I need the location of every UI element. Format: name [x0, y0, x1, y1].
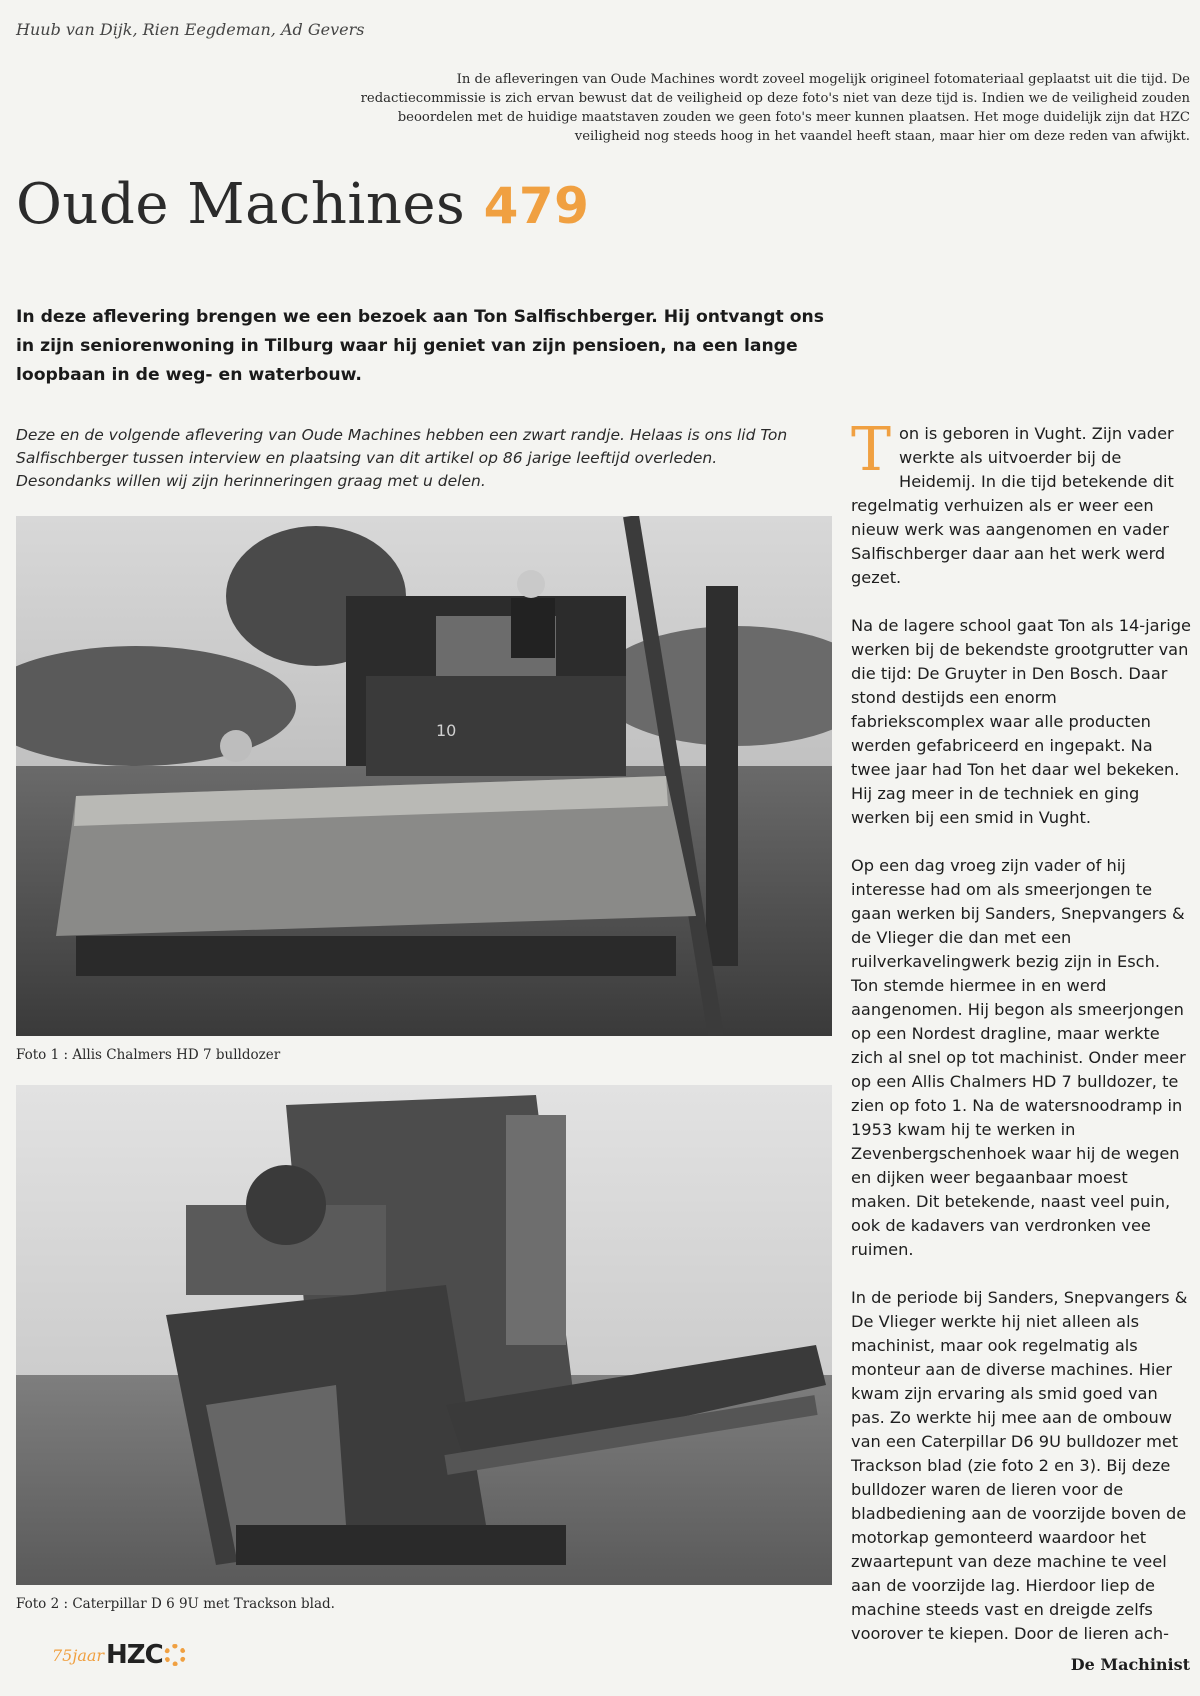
body-paragraph-2: Na de lagere school gaat Ton als 14-jarige werken bij de bekendste grootgrutter van die tijd: De Gruyter in Den Bosch. Daar stond destijds een enorm fabriekscomplex waar alle producten werden gefabriceerd en ingepakt. Na twee jaar had Ton het daar wel bekeken. Hij zag meer in de techniek en ging werken bij een smid in Vught.	[851, 616, 1191, 827]
logo-name: HZC	[106, 1640, 163, 1670]
photo-2-image	[16, 1085, 832, 1585]
body-paragraph-4: In de periode bij Sanders, Snepvangers & De Vlieger werkte hij niet alleen als machinist, maar ook regelmatig als monteur aan de diverse machines. Hier kwam zijn ervaring als smid goed van pas. Zo werkte hij mee aan de ombouw van een Caterpillar D6 9U bulldozer met Trackson blad (zie foto 2 en 3). Bij deze bulldozer waren de lieren voor de bladbediening aan de voorzijde boven de motorkap gemonteerd waardoor het zwaartepunt van deze machine te veel aan de voorzijde lag. Hierdoor liep de machine steeds vast en dreigde zelfs voorover te kiepen. Door de lieren ach-	[851, 1288, 1188, 1643]
paragraph-1-text: on is geboren in Vught. Zijn vader werkte als uitvoerder bij de Heidemij. In die tijd betekende dit regelmatig verhuizen als er weer een nieuw werk was aangenomen en vader Salfischberger daar aan het werk werd gezet.	[851, 424, 1174, 587]
author-byline: Huub van Dijk, Rien Eegdeman, Ad Gevers	[16, 20, 365, 39]
gear-icon	[164, 1644, 186, 1666]
magazine-name: De Machinist	[1070, 1655, 1190, 1674]
plate-number: 10	[436, 721, 457, 740]
hzc-logo	[52, 1640, 186, 1670]
logo-years: 75jaar	[52, 1645, 105, 1665]
page-title	[16, 172, 589, 237]
issue-number: 479	[483, 177, 590, 235]
in-memoriam-note: Deze en de volgende aflevering van Oude Machines hebben een zwart randje. Helaas is ons lid Ton Salfischberger tussen interview en plaatsing van dit artikel op 86 jarige leeftijd overleden. Desondanks willen wij zijn herinneringen graag met u delen.	[16, 426, 788, 490]
body-paragraph-3: Op een dag vroeg zijn vader of hij interesse had om als smeerjongen te gaan werken bij Sanders, Snepvangers & de Vlieger die dan met een ruilverkavelingwerk bezig zijn in Esch. Ton stemde hiermee in en werd aangenomen. Hij begon als smeerjongen op een Nordest dragline, maar werkte zich al snel op tot machinist. Onder meer op een Allis Chalmers HD 7 bulldozer, te zien op foto 1. Na de watersnoodramp in 1953 kwam hij te werken in Zevenbergschenhoek waar hij de wegen en dijken weer begaanbaar moest maken. Dit betekende, naast veel puin, ook de kadavers van verdronken vee ruimen.	[851, 856, 1186, 1259]
title-text: Oude Machines	[16, 172, 466, 237]
photo-2-caption: Foto 2 : Caterpillar D 6 9U met Trackson blad.	[16, 1596, 335, 1612]
photo-1-bulldozer	[16, 516, 832, 1036]
article-body	[851, 415, 1191, 1670]
photo-2-caterpillar	[16, 1085, 832, 1585]
photo-1-image	[16, 516, 832, 1036]
photo-1-caption: Foto 1 : Allis Chalmers HD 7 bulldozer	[16, 1047, 281, 1063]
safety-disclaimer: In de afleveringen van Oude Machines wordt zoveel mogelijk origineel fotomateriaal geplaatst uit die tijd. De redactiecommissie is zich ervan bewust dat de veiligheid op deze foto's niet van deze tijd is. Indien we de veiligheid zouden beoordelen met de huidige maatstaven zouden we geen foto's meer kunnen plaatsen. Het moge duidelijk zijn dat HZC veiligheid nog steeds hoog in het vaandel heeft staan, maar hier om deze reden van afwijkt.	[360, 72, 1190, 144]
drop-cap: T	[851, 415, 892, 485]
article-lead: In deze aflevering brengen we een bezoek aan Ton Salfischberger. Hij ontvangt ons in zijn seniorenwoning in Tilburg waar hij geniet van zijn pensioen, na een lange loopbaan in de weg- en waterbouw.	[16, 307, 825, 385]
body-paragraph-1	[851, 415, 1191, 590]
